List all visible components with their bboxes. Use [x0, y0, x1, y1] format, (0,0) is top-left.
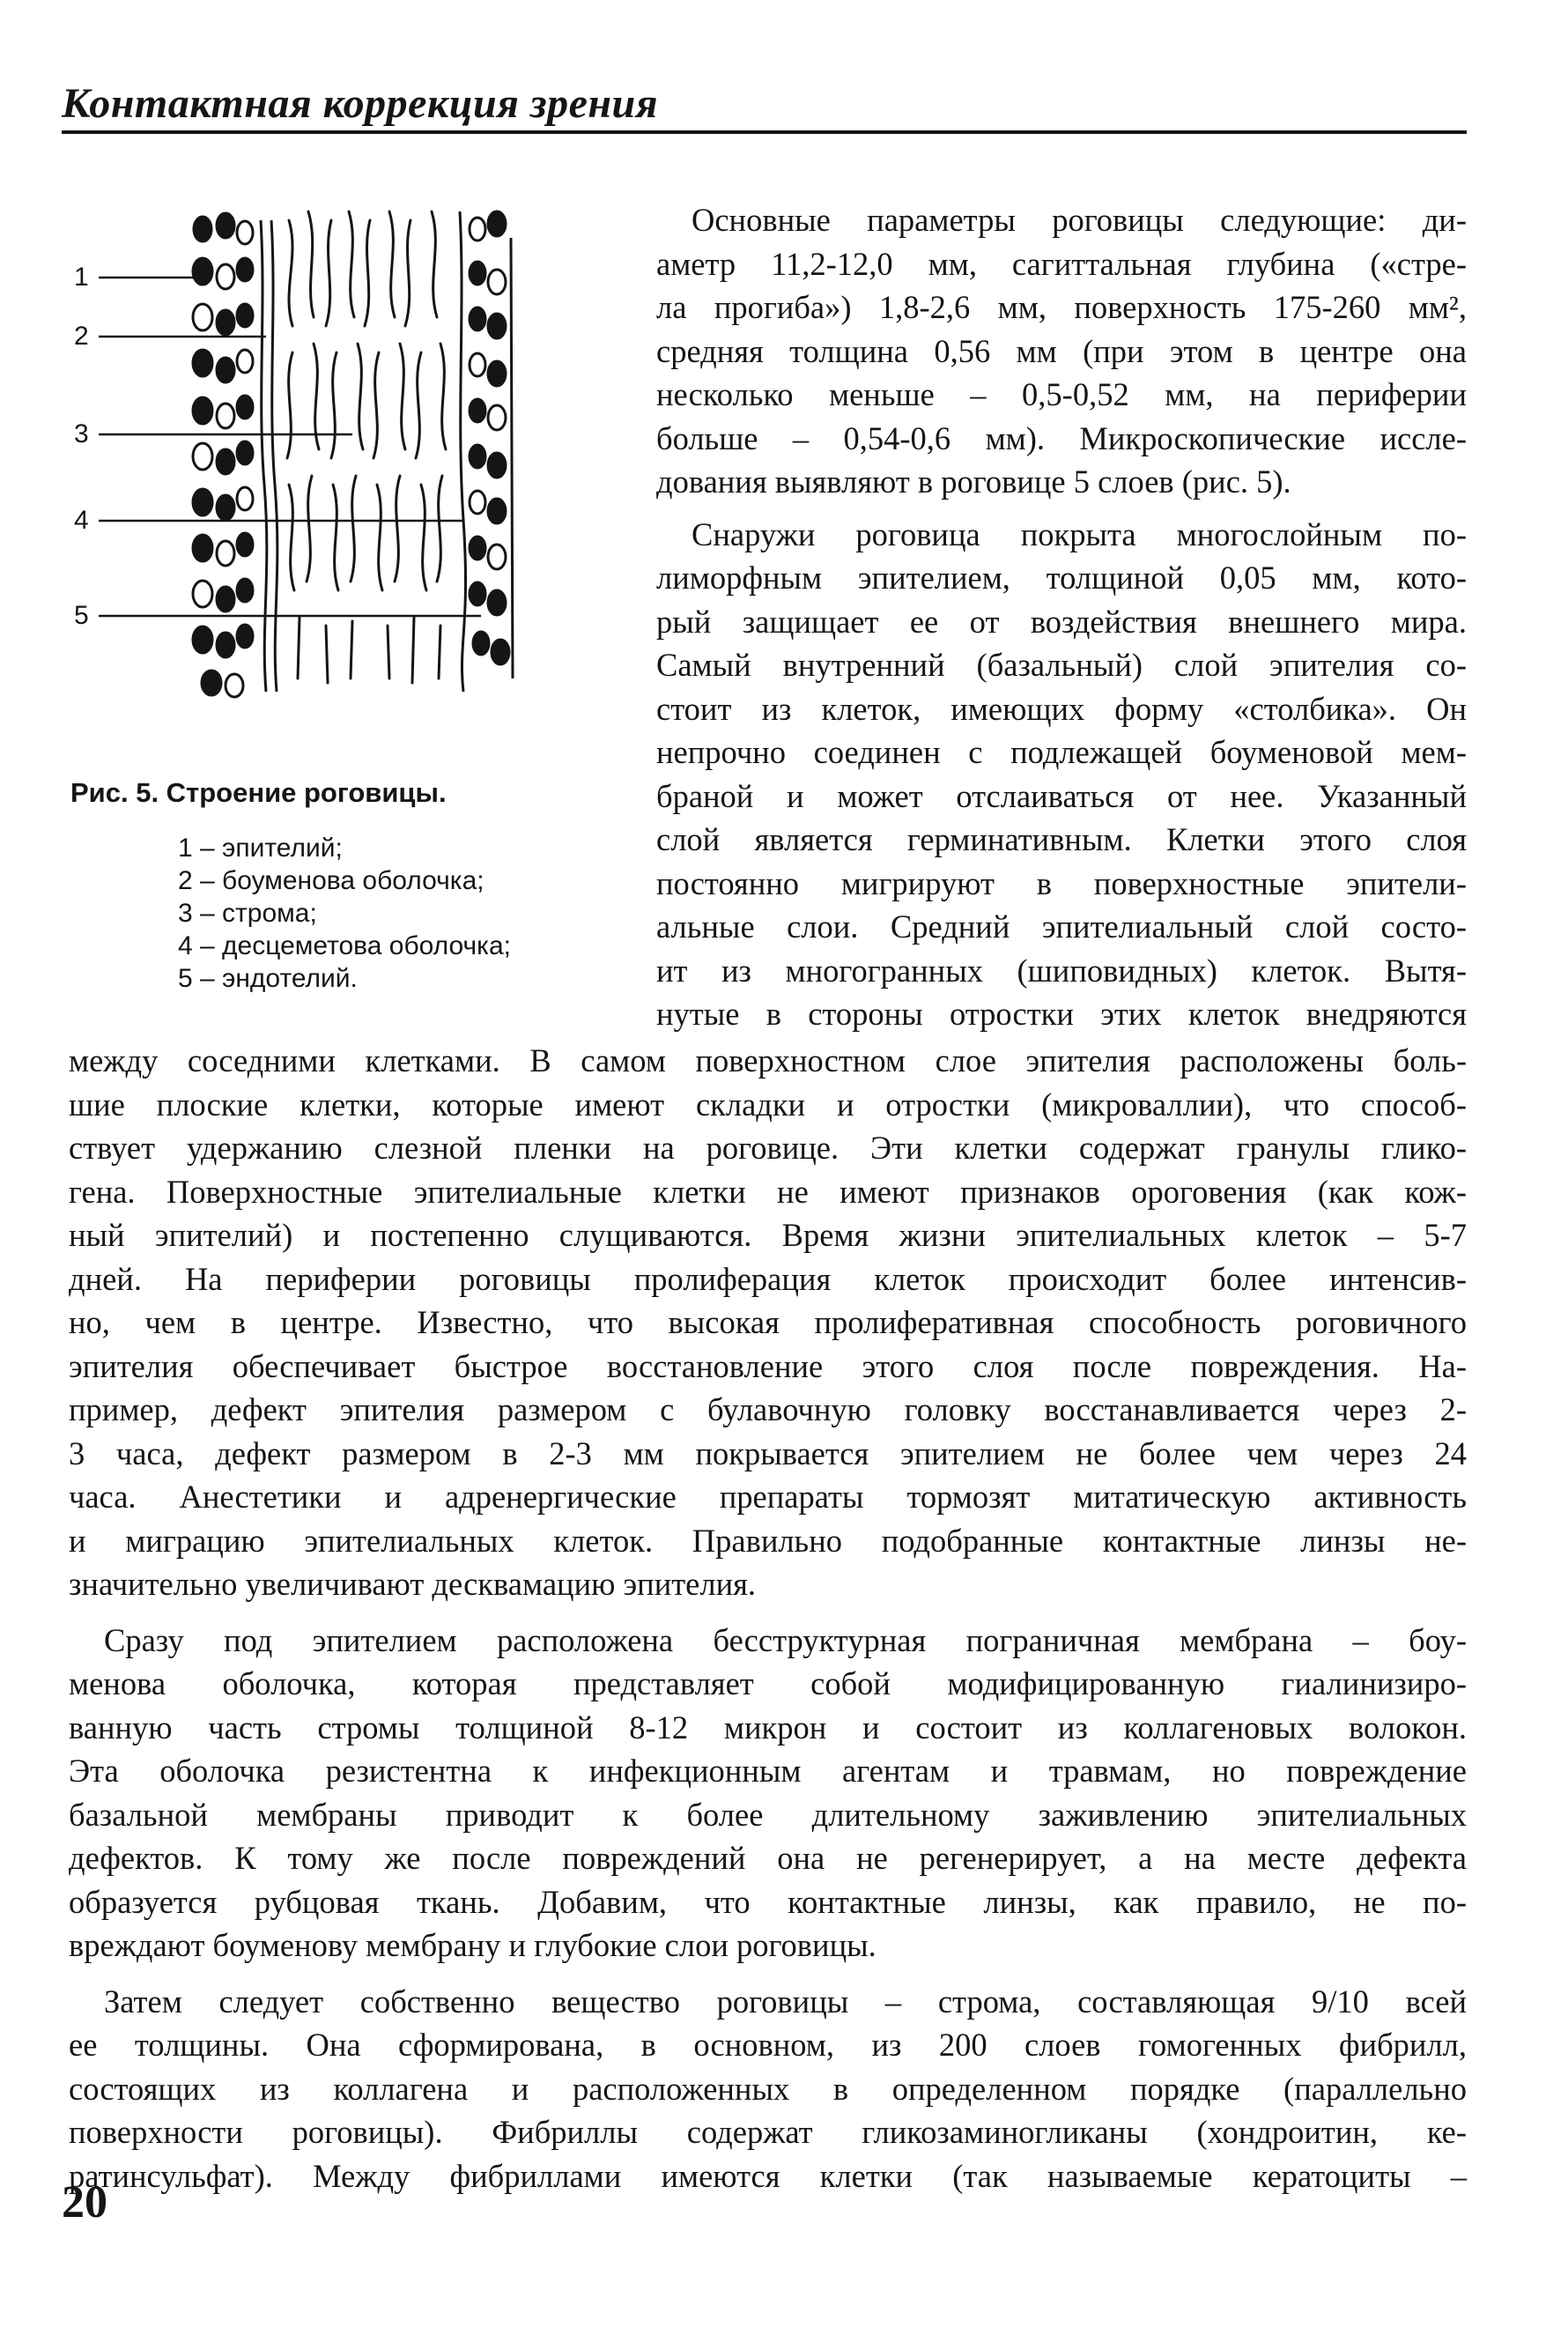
text-line: больше – 0,54-0,6 мм). Микроскопические иссле-: [656, 419, 1467, 456]
text-line: гена. Поверхностные эпителиальные клетки не имеют признаков ороговения (как кож-: [69, 1173, 1467, 1210]
text-line: несколько меньше – 0,5-0,52 мм, на периферии: [656, 376, 1467, 412]
legend-item: 5 – эндотелий.: [178, 964, 358, 993]
text-line: ла прогиба») 1,8-2,6 мм, поверхность 175-260 мм²,: [656, 289, 1467, 325]
text-line: дефектов. К тому же после повреждений она не регенерирует, а на месте дефекта: [69, 1840, 1467, 1876]
text-line: между соседними клетками. В самом поверхностном слое эпителия расположены боль-: [69, 1042, 1467, 1079]
bowman-membrane-icon: [261, 220, 277, 692]
text-line: дней. На периферии роговицы пролиферация клеток происходит более интенсив-: [69, 1260, 1467, 1297]
text-line: Сразу под эпителием расположена бесструктурная пограничная мембрана – боу-: [104, 1621, 1467, 1658]
callout-1: 1: [74, 263, 89, 292]
text-line: Эта оболочка резистентна к инфекционным агентам и травмам, но повреждение: [69, 1753, 1467, 1789]
text-line: рый защищает ее от воздействия внешнего мира.: [656, 603, 1467, 640]
text-line: альные слои. Средний эпителиальный слой состо-: [656, 908, 1467, 945]
text-line: но, чем в центре. Известно, что высокая пролиферативная способность роговичного: [69, 1304, 1467, 1340]
legend-item: 2 – боуменова оболочка;: [178, 866, 484, 895]
text-line: базальной мембраны приводит к более длительному заживлению эпителиальных: [69, 1796, 1467, 1833]
text-line: дования выявляют в роговице 5 слоев (рис. 5).: [656, 463, 1291, 500]
text-line: нутые в стороны отростки этих клеток внедряются: [656, 996, 1467, 1032]
text-line: Основные параметры роговицы следующие: ди-: [692, 202, 1467, 238]
text-line: эпителия обеспечивает быстрое восстановление этого слоя после повреждения. На-: [69, 1347, 1467, 1384]
running-header: Контактная коррекция зрения: [62, 80, 658, 127]
text-line: значительно увеличивают десквамацию эпителия.: [69, 1566, 757, 1602]
text-line: ный эпителий) и постепенно слущиваются. Время жизни эпителиальных клеток – 5-7: [69, 1217, 1467, 1253]
cornea-figure: [62, 185, 625, 775]
header-rule: [62, 130, 1467, 134]
text-line: слой является герминативным. Клетки этого слоя: [656, 821, 1467, 857]
page-number: 20: [62, 2177, 107, 2228]
epithelium-cells-icon: [193, 213, 253, 697]
callout-5: 5: [74, 601, 89, 630]
text-line: ствует удержанию слезной пленки на роговице. Эти клетки содержат гранулы глико-: [69, 1130, 1467, 1166]
endothelium-cells-icon: [470, 211, 513, 678]
text-line: Снаружи роговица покрыта многослойным по-: [692, 515, 1467, 552]
text-line: поверхности роговицы). Фибриллы содержат гликозаминогликаны (хондроитин, ке-: [69, 2114, 1467, 2150]
full-width-text: [69, 1039, 1467, 2198]
legend-item: 3 – строма;: [178, 899, 317, 928]
caption-title: Рис. 5. Строение роговицы.: [70, 777, 447, 808]
text-line: браной и может отслаиваться от нее. Указанный: [656, 777, 1467, 814]
text-line: вреждают боуменову мембрану и глубокие слои роговицы.: [69, 1927, 876, 1963]
text-line: образуется рубцовая ткань. Добавим, что контактные линзы, как правило, не по-: [69, 1883, 1467, 1920]
callout-4: 4: [74, 506, 89, 535]
text-line: и миграцию эпителиальных клеток. Правильно подобранные контактные линзы не-: [69, 1522, 1467, 1559]
text-line: аметр 11,2-12,0 мм, сагиттальная глубина («стре-: [656, 245, 1467, 282]
text-line: ратинсульфат). Между фибриллами имеются клетки (так называемые кератоциты –: [69, 2157, 1467, 2194]
legend-item: 1 – эпителий;: [178, 834, 343, 863]
right-column-text: [656, 198, 1467, 1036]
callout-3: 3: [74, 419, 89, 448]
text-line: непрочно соединен с подлежащей боуменовой мем-: [656, 734, 1467, 770]
text-line: Затем следует собственно вещество роговицы – строма, составляющая 9/10 всей: [104, 1983, 1467, 2020]
text-line: средняя толщина 0,56 мм (при этом в центре она: [656, 332, 1467, 369]
callout-2: 2: [74, 322, 89, 351]
text-line: 3 часа, дефект размером в 2-3 мм покрывается эпителием не более чем через 24: [69, 1434, 1467, 1471]
legend-item: 4 – десцеметова оболочка;: [178, 931, 511, 960]
text-line: лиморфным эпителием, толщиной 0,05 мм, кото-: [656, 560, 1467, 596]
text-line: Самый внутренний (базальный) слой эпителия со-: [656, 647, 1467, 683]
text-line: пример, дефект эпителия размером с булавочную головку восстанавливается через 2-: [69, 1391, 1467, 1427]
text-line: шие плоские клетки, которые имеют складки и отростки (микроваллии), что способ-: [69, 1086, 1467, 1123]
text-line: ванную часть стромы толщиной 8-12 микрон и состоит из коллагеновых волокон.: [69, 1709, 1467, 1746]
text-line: часа. Анестетики и адренергические препараты тормозят митатическую активность: [69, 1479, 1467, 1515]
text-line: стоит из клеток, имеющих форму «столбика». Он: [656, 690, 1467, 727]
stroma-fibers-icon: [287, 211, 446, 683]
caption-legend: [70, 832, 634, 995]
text-line: менова оболочка, которая представляет собой модифицированную гиалинизиро-: [69, 1665, 1467, 1701]
text-line: постоянно мигрируют в поверхностные эпители-: [656, 864, 1467, 901]
figure-caption: [70, 777, 634, 995]
text-line: ит из многогранных (шиповидных) клеток. Вытя-: [656, 952, 1467, 989]
descemet-membrane-icon: [460, 211, 466, 692]
text-line: состоящих из коллагена и расположенных в определенном порядке (параллельно: [69, 2070, 1467, 2107]
text-line: ее толщины. Она сформирована, в основном, из 200 слоев гомогенных фибрилл,: [69, 2027, 1467, 2063]
